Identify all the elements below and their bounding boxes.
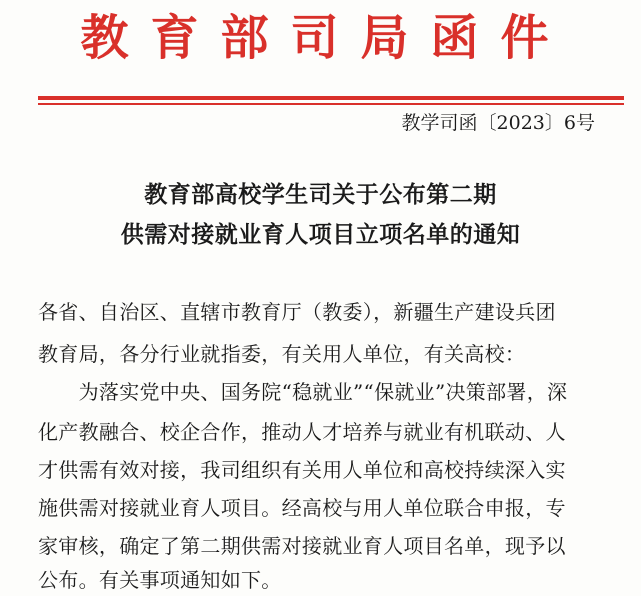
- body-line-1: 各省、自治区、直辖市教育厅（教委），新疆生产建设兵团: [38, 300, 556, 324]
- body-line-3: 为落实党中央、国务院“稳就业”“保就业”决策部署，深: [38, 380, 568, 404]
- letterhead-title: 教育部司局函件: [80, 10, 571, 66]
- document-title-line-1: 教育部高校学生司关于公布第二期: [144, 182, 497, 208]
- body-line-6: 施供需对接就业育人项目。经高校与用人单位联合申报，专: [38, 496, 566, 520]
- body-line-4: 化产教融合、校企合作，推动人才培养与就业有机联动、人: [38, 420, 566, 444]
- body-line-5: 才供需有效对接，我司组织有关用人单位和高校持续深入实: [38, 458, 566, 482]
- body-line-8: 公布。有关事项通知如下。: [38, 568, 282, 592]
- document-title-line-2: 供需对接就业育人项目立项名单的通知: [120, 222, 521, 248]
- body-line-2: 教育局，各分行业就指委，有关用人单位，有关高校：: [38, 342, 526, 366]
- letterhead-rule-thick: [38, 96, 624, 100]
- document-number: 教学司函〔2023〕6号: [401, 112, 595, 134]
- body-line-7: 家审核，确定了第二期供需对接就业育人项目名单，现予以: [38, 534, 566, 558]
- letterhead-rule-thin: [38, 103, 624, 105]
